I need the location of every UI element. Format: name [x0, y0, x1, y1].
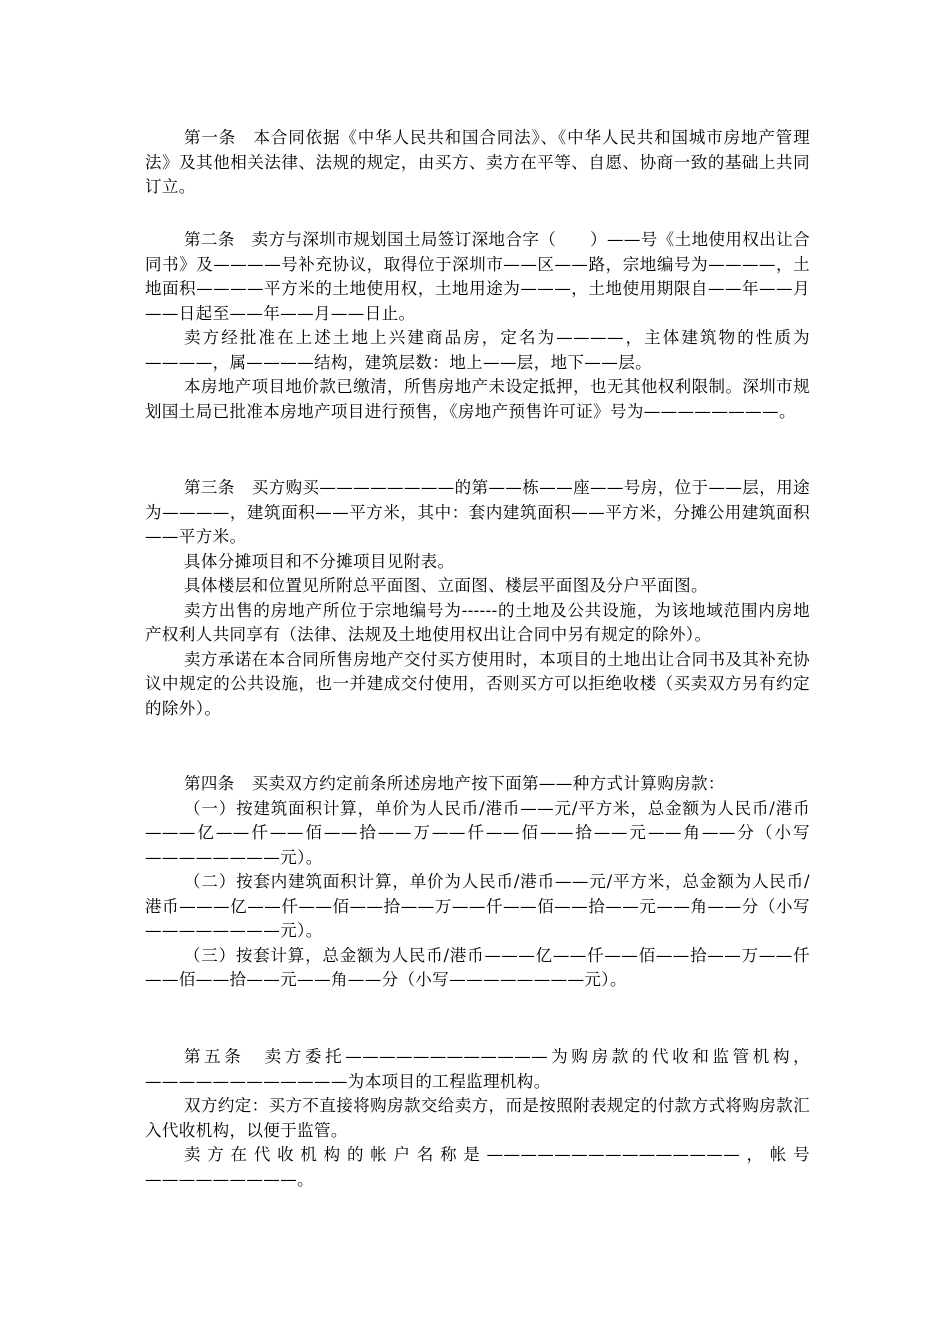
article-3-paragraph: 具体分摊项目和不分摊项目见附表。 [184, 551, 455, 571]
article-2-paragraph: 第二条 卖方与深圳市规划国土局签订深地合字（ ）——号《土地使用权出让合同书》及————号补充协议，取得位于深圳市——区——路，宗地编号为————，土地面积————平方米的土地使用权，土地用途为———，土地使用期限自——年——月——日起至——年——月——日止。 [145, 230, 810, 323]
article-3-paragraph: 第三条 买方购买————————的第——栋——座——号房，位于——层，用途为————，建筑面积——平方米，其中：套内建筑面积——平方米，分摊公用建筑面积——平方米。 [145, 478, 810, 546]
article-4 [145, 772, 810, 993]
article-1-paragraph: 第一条 本合同依据《中华人民共和国合同法》、《中华人民共和国城市房地产管理法》及其他相关法律、法规的规定，由买方、卖方在平等、自愿、协商一致的基础上共同订立。 [145, 128, 810, 196]
article-3-paragraph: 具体楼层和位置见所附总平面图、立面图、楼层平面图及分户平面图。 [184, 576, 708, 595]
article-1 [145, 126, 810, 200]
article-5-paragraph: 卖方在代收机构的帐户名称是———————————————，帐号—————————。 [145, 1145, 810, 1189]
article-3-paragraph: 卖方承诺在本合同所售房地产交付买方使用时，本项目的土地出让合同书及其补充协议中规定的公共设施，也一并建成交付使用，否则买方可以拒绝收楼（买卖双方另有约定的除外）。 [145, 649, 810, 718]
article-2-paragraph: 本房地产项目地价款已缴清，所售房地产未设定抵押，也无其他权利限制。深圳市规划国土局已批准本房地产项目进行预售，《房地产预售许可证》号为————————。 [145, 377, 810, 421]
article-4-paragraph: （一）按建筑面积计算，单价为人民币/港币——元/平方米，总金额为人民币/港币———亿——仟——佰——拾——万——仟——佰——拾——元——角——分（小写————————元）。 [145, 798, 810, 867]
article-4-paragraph: （二）按套内建筑面积计算，单价为人民币/港币——元/平方米，总金额为人民币/港币———亿——仟——佰——拾——万——仟——佰——拾——元——角——分（小写————————元）。 [145, 872, 810, 940]
article-2-paragraph: 卖方经批准在上述土地上兴建商品房，定名为————，主体建筑物的性质为————，属————结构，建筑层数：地上——层，地下——层。 [145, 328, 810, 372]
article-3-paragraph: 卖方出售的房地产所位于宗地编号为------的土地及公共设施，为该地域范围内房地产权利人共同享有（法律、法规及土地使用权出让合同中另有规定的除外）。 [145, 600, 810, 644]
article-5-paragraph: 双方约定：买方不直接将购房款交给卖方，而是按照附表规定的付款方式将购房款汇入代收机构，以便于监管。 [145, 1096, 810, 1140]
article-4-paragraph: （三）按套计算，总金额为人民币/港币———亿——仟——佰——拾——万——仟——佰——拾——元——角——分（小写————————元）。 [145, 945, 810, 989]
article-4-paragraph: 第四条 买卖双方约定前条所述房地产按下面第——种方式计算购房款： [184, 774, 725, 793]
article-2 [145, 228, 810, 424]
article-3 [145, 476, 810, 721]
article-5-paragraph: 第五条 卖方委托————————————为购房款的代收和监管机构，————————————为本项目的工程监理机构。 [145, 1047, 810, 1091]
article-5 [145, 1045, 810, 1192]
